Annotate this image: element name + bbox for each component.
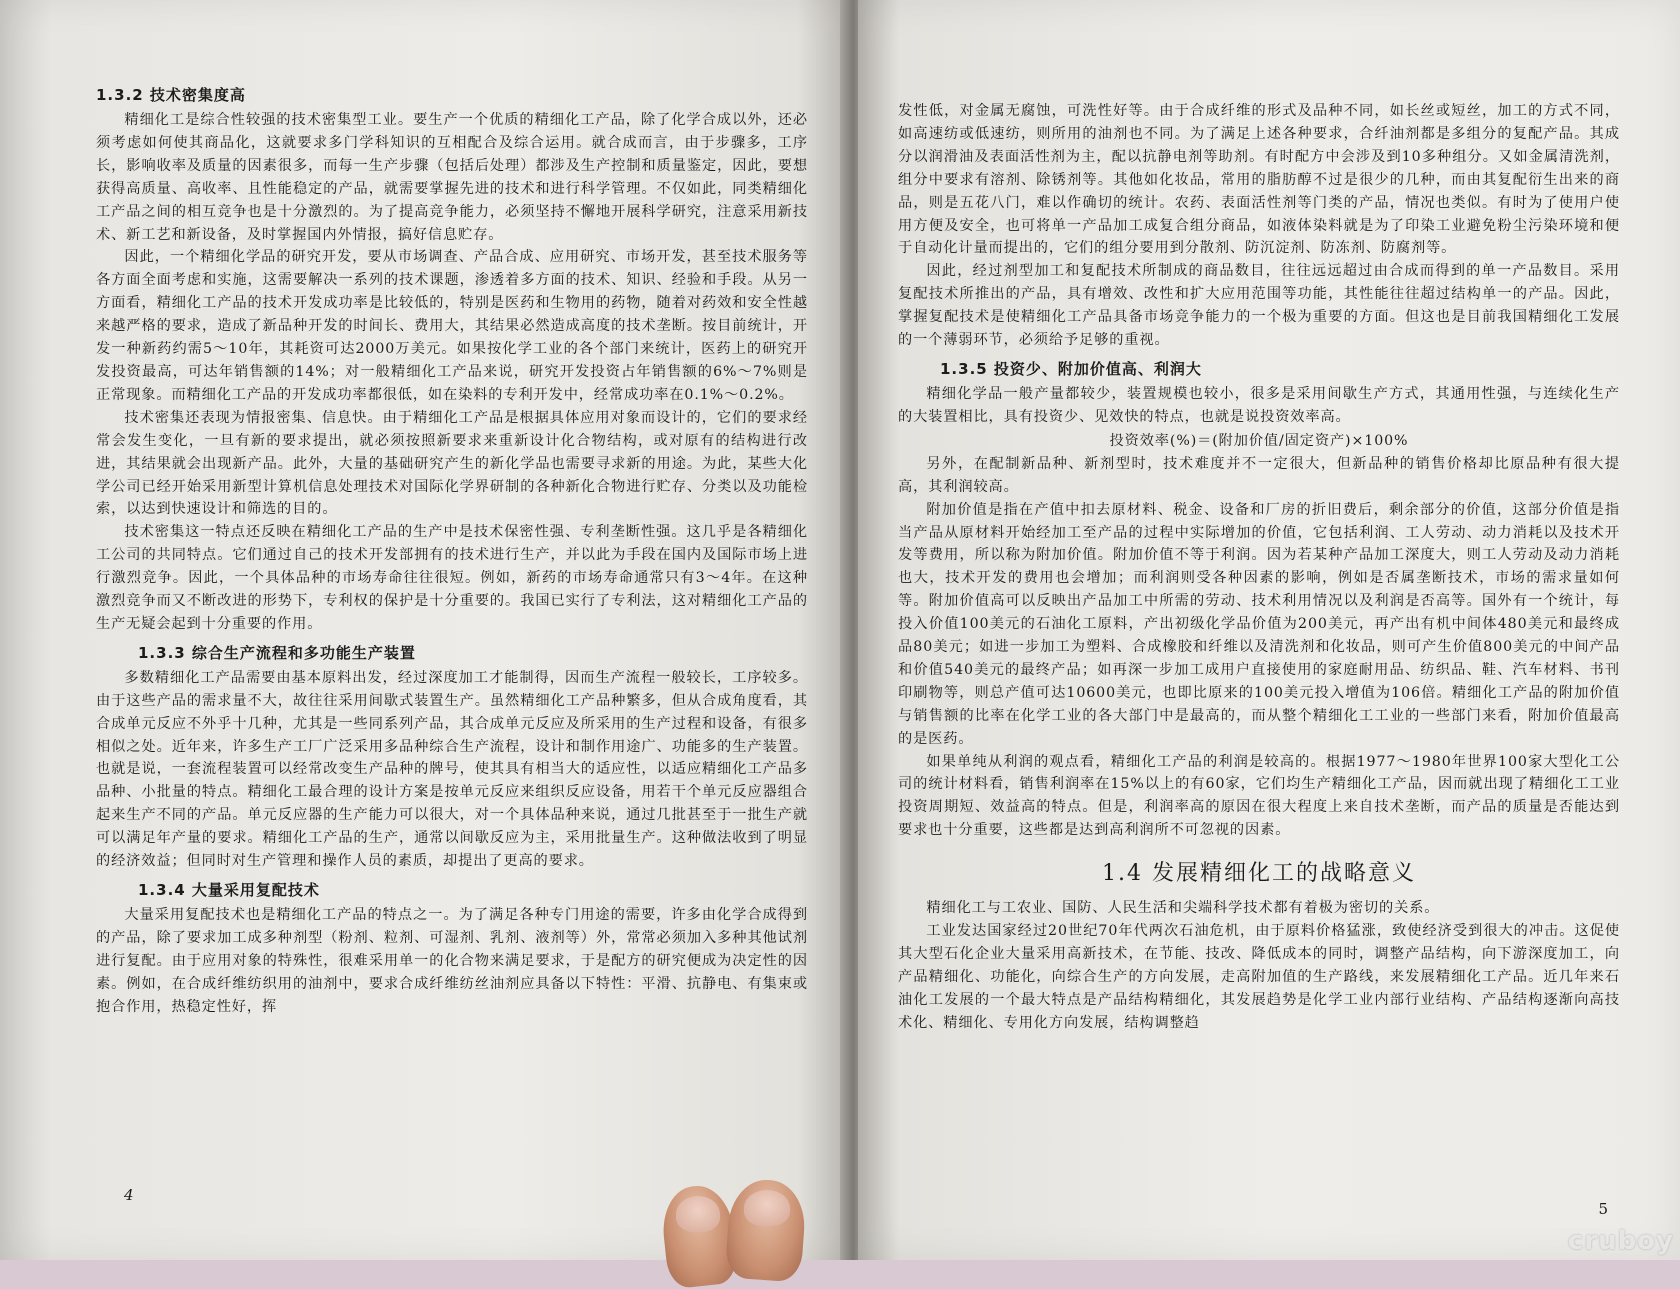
paragraph: 如果单纯从利润的观点看，精细化工产品的利润是较高的。根据1977～1980年世界100家大型化工公司的统计材料看，销售利润率在15%以上的有60家，它们均生产精细化工产品，因而就出现了精细化工工业投资周期短、效益高的特点。但是，利润率高的原因在很大程度上来自技术垄断，而产品的质量是否能达到要求也十分重要，这些都是达到高利润所不可忽视的因素。 [898, 753, 1620, 839]
paragraph: 附加价值是指在产值中扣去原材料、税金、设备和厂房的折旧费后，剩余部分的价值，这部分价值是指当产品从原材料开始经加工至产品的过程中实际增加的价值，它包括利润、工人劳动、动力消耗以及技术开发等费用，所以称为附加价值。附加价值不等于利润。因为若某种产品加工深度大，则工人劳动及动力消耗也大，技术开发的费用也会增加；而利润则受各种因素的影响，例如是否属垄断技术，市场的需求量如何等。附加价值高可以反映出产品加工中所需的劳动、技术利用情况以及利润是否高等。国外有一个统计，每投入价值100美元的石油化工原料，产出初级化学品价值为200美元，再产出有机中间体480美元和最终成品80美元；如进一步加工为塑料、合成橡胶和纤维以及清洗剂和化妆品，则可产生价值800美元的中间产品和价值540美元的最终产品；如再深一步加工成用户直接使用的家庭耐用品、纺织品、鞋、汽车材料、书刊印刷物等，则总产值可达10600美元，也即比原来的100美元投入增值为106倍。精细化工产品的附加价值与销售额的比率在化学工业的各大部门中是最高的，而从整个精细化工工业的一些部门来看，附加价值最高的是医药。 [898, 501, 1620, 747]
section-1-4-title: 1.4 发展精细化工的战略意义 [1102, 861, 1416, 887]
section-1-3-3-heading: 1.3.3 综合生产流程和多功能生产装置 [138, 643, 416, 662]
paragraph: 大量采用复配技术也是精细化工产品的特点之一。为了满足各种专门用途的需要，许多由化学合成得到的产品，除了要求加工成多种剂型（粉剂、粒剂、可湿剂、乳剂、液剂等）外，常常必须加入多种其他试剂进行复配。由于应用对象的特殊性，很难采用单一的化合物来满足要求，于是配方的研究便成为决定性的因素。例如，在合成纤维纺织用的油剂中，要求合成纤维纺丝油剂应具备以下特性：平滑、抗静电、有集束或抱合作用，热稳定性好，挥 [96, 907, 808, 1015]
paragraph: 发性低，对金属无腐蚀，可洗性好等。由于合成纤维的形式及品种不同，如长丝或短丝，加工的方式不同，如高速纺或低速纺，则所用的油剂也不同。为了满足上述各种要求，合纤油剂都是多组分的复配产品。其成分以润滑油及表面活性剂为主，配以抗静电剂等助剂。有时配方中会涉及到10多种组分。又如金属清洗剂，组分中要求有溶剂、除锈剂等。其他如化妆品，常用的脂肪醇不过是很少的几种，而由其复配衍生出来的商品，则是五花八门，难以作确切的统计。农药、表面活性剂等门类的产品，情况也类似。有时为了使用户使用方便及安全，也可将单一产品加工成复合组分商品，如液体染料就是为了印染工业避免粉尘污染环境和便于自动化计量而提出的，它们的组分要用到分散剂、防沉淀剂、防冻剂、防腐剂等。 [898, 103, 1620, 257]
paragraph: 技术密集这一特点还反映在精细化工产品的生产中是技术保密性强、专利垄断性强。这几乎是各精细化工公司的共同特点。它们通过自己的技术开发部拥有的技术进行生产，并以此为手段在国内及国际市场上进行激烈竞争。因此，一个具体品种的市场寿命往往很短。例如，新药的市场寿命通常只有3～4年。在这种激烈竞争而又不断改进的形势下，专利权的保护是十分重要的。我国已实行了专利法，这对精细化工产品的生产无疑会起到十分重要的作用。 [96, 524, 808, 632]
right-page [858, 0, 1680, 1260]
left-page [0, 0, 848, 1260]
formula: 投资效率(%)＝(附加价值/固定资产)×100% [1109, 432, 1409, 449]
paragraph: 精细化工是综合性较强的技术密集型工业。要生产一个优质的精细化工产品，除了化学合成以外，还必须考虑如何使其商品化，这就要求多门学科知识的互相配合及综合运用。就合成而言，由于步骤多，工序长，影响收率及质量的因素很多，而每一生产步骤（包括后处理）都涉及生产控制和质量鉴定，因此，要想获得高质量、高收率、且性能稳定的产品，就需要掌握先进的技术和进行科学管理。不仅如此，同类精细化工产品之间的相互竞争也是十分激烈的。为了提高竞争能力，必须坚持不懈地开展科学研究，注意采用新技术、新工艺和新设备，及时掌握国内外情报，搞好信息贮存。 [96, 112, 808, 243]
section-1-3-2-heading: 1.3.2 技术密集度高 [96, 86, 246, 104]
paragraph: 因此，经过剂型加工和复配技术所制成的商品数目，往往远远超过由合成而得到的单一产品数目。采用复配技术所推出的产品，具有增效、改性和扩大应用范围等功能，其性能往往超过结构单一的产品。因此，掌握复配技术是使精细化工产品具备市场竞争能力的一个极为重要的方面。但这也是目前我国精细化工发展的一个薄弱环节，必须给予足够的重视。 [898, 263, 1620, 349]
section-1-3-5-heading: 1.3.5 投资少、附加价值高、利润大 [940, 359, 1202, 378]
index-finger-nail [744, 1190, 790, 1226]
page-number-right: 5 [1598, 1200, 1608, 1218]
paragraph: 精细化学品一般产量都较少，装置规模也较小，很多是采用间歇生产方式，其通用性强，与连续化生产的大装置相比，具有投资少、见效快的特点，也就是说投资效率高。 [898, 385, 1620, 425]
paragraph: 多数精细化工产品需要由基本原料出发，经过深度加工才能制得，因而生产流程一般较长，工序较多。由于这些产品的需求量不大，故往往采用间歇式装置生产。虽然精细化工产品种繁多，但从合成角度看，其合成单元反应不外乎十几种，尤其是一些同系列产品，其合成单元反应及所采用的生产过程和设备，有很多相似之处。近年来，许多生产工厂广泛采用多品种综合生产流程，设计和制作用途广、功能多的生产装置。也就是说，一套流程装置可以经常改变生产品种的牌号，使其具有相当大的适应性，以适应精细化工产品多品种、小批量的特点。精细化工最合理的设计方案是按单元反应来组织反应设备，用若干个单元反应器组合起来生产不同的产品。单元反应器的生产能力可以很大，对一个具体品种来说，通过几批甚至于一批生产就可以满足年产量的要求。精细化工产品的生产，通常以间歇反应为主，采用批量生产。这种做法收到了明显的经济效益；但同时对生产管理和操作人员的素质，却提出了更高的要求。 [96, 669, 808, 870]
section-1-3-4-heading: 1.3.4 大量采用复配技术 [138, 881, 320, 899]
paragraph: 另外，在配制新品种、新剂型时，技术难度并不一定很大，但新品种的销售价格却比原品种有很大提高，其利润较高。 [898, 455, 1620, 495]
paragraph: 工业发达国家经过20世纪70年代两次石油危机，由于原料价格猛涨，致使经济受到很大的冲击。这促使其大型石化企业大量采用高新技术，在节能、技改、降低成本的同时，调整产品结构，向下游深度加工，向产品精细化、功能化，向综合生产的方向发展，走高附加值的生产路线，来发展精细化工产品。近几年来石油化工发展的一个最大特点是产品结构精细化，其发展趋势是化学工业内部行业结构、产品结构逐渐向高技术化、精细化、专用化方向发展，结构调整趋 [898, 923, 1620, 1031]
paragraph: 技术密集还表现为情报密集、信息快。由于精细化工产品是根据具体应用对象而设计的，它们的要求经常会发生变化，一旦有新的要求提出，就必须按照新要求来重新设计化合物结构，或对原有的结构进行改进，其结果就会出现新产品。此外，大量的基础研究产生的新化学品也需要寻求新的用途。为此，某些大化学公司已经开始采用新型计算机信息处理技术对国际化学界研制的各种新化合物进行贮存、分类以及功能检索，以达到快速设计和筛选的目的。 [96, 409, 808, 518]
paragraph: 因此，一个精细化学品的研究开发，要从市场调查、产品合成、应用研究、市场开发，甚至技术服务等各方面全面考虑和实施，这需要解决一系列的技术课题，渗透着多方面的技术、知识、经验和手段。从另一方面看，精细化工产品的技术开发成功率是比较低的，特别是医药和生物用的药物，随着对药效和安全性越来越严格的要求，造成了新品种开发的时间长、费用大，其结果必然造成高度的技术垄断。按目前统计，开发一种新药约需5～10年，其耗资可达2000万美元。如果按化学工业的各个部门来统计，医药上的研究开发投资最高，可达年销售额的14%；对一般精细化工产品来说，研究开发投资占年销售额的6%～7%则是正常现象。而精细化工产品的开发成功率都很低，如在染料的专利开发中，经常成功率在0.1%～0.2%。 [96, 249, 808, 403]
paragraph: 精细化工与工农业、国防、人民生活和尖端科学技术都有着极为密切的关系。 [926, 900, 1440, 917]
page-number-left: 4 [124, 1186, 134, 1204]
thumb-nail [676, 1196, 720, 1232]
watermark: cruboy [1567, 1226, 1674, 1256]
